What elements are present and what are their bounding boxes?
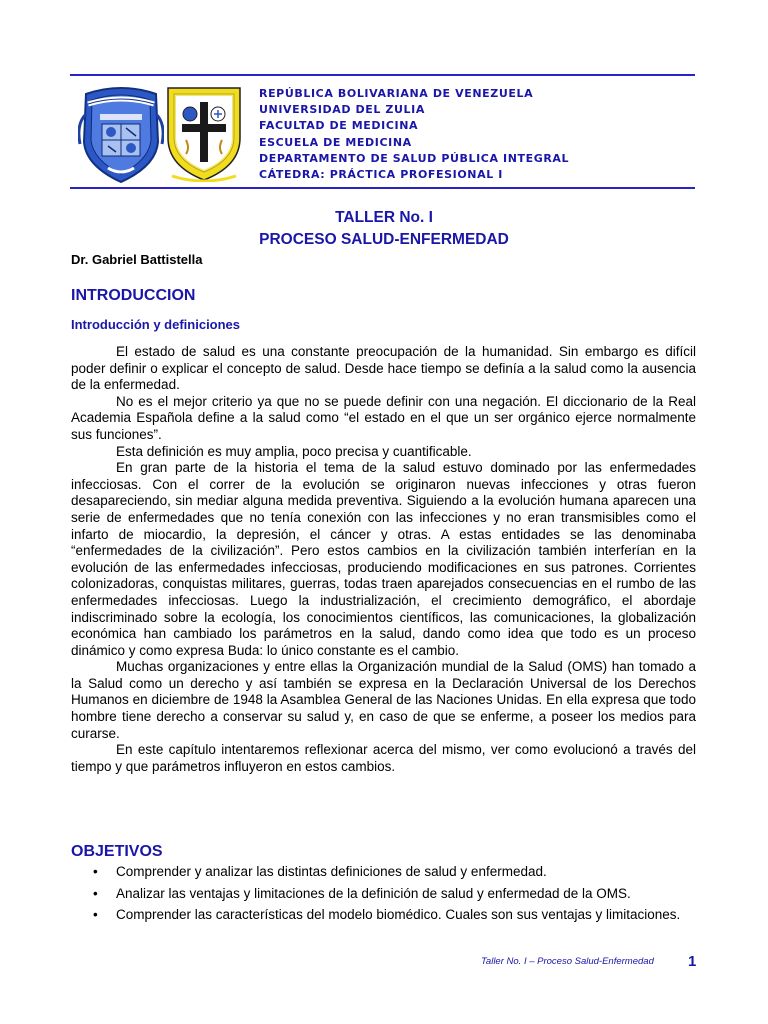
institution-line: FACULTAD DE MEDICINA <box>259 119 419 133</box>
objective-text: Analizar las ventajas y limitaciones de la definición de salud y enfermedad de la OMS. <box>116 885 631 901</box>
objective-text: Comprender y analizar las distintas definiciones de salud y enfermedad. <box>116 864 547 879</box>
institution-line: REPÚBLICA BOLIVARIANA DE VENEZUELA <box>259 87 534 100</box>
document-title: TALLER No. I <box>335 209 433 226</box>
introduction-body <box>71 344 696 775</box>
body-paragraph: En gran parte de la historia el tema de la salud estuvo dominado por las enfermedades infecciosas. Con el correr de la evolución se originaron nuevas infecciones y otras fueron desapareciendo, sin mediar alguna medida preventiva. Siguiendo a la evolución humana aparecen una serie de enfermedades que no tenía conexión con las infecciones y no eran transmisibles como el infarto de miocardio, la depresión, el cáncer y otras. A estas entidades se las denominaba “enfermedades de la civilización”. Pero estos cambios en la civilización también interferían en la evolución de las enfermedades infecciosas, produciendo modificaciones en sus patrones. Corrientes colonizadoras, conquistas militares, guerras, todas traen aparejados consecuencias en el rumbo de las enfermedades infecciosas. Luego la industrialización, el crecimiento demográfico, el abordaje indiscriminado sobre la ecología, los conocimientos científicos, las comunicaciones, la globalización económica han cambiado los parámetros en la salud, dando como idea que todo es un proceso dinámico y como expresa Buda: lo único constante es el cambio. <box>71 460 696 658</box>
list-item <box>71 864 696 881</box>
objective-text: Comprender las características del modelo biomédico. Cuales son sus ventajas y limitaciones. <box>116 907 681 923</box>
body-paragraph: No es el mejor criterio ya que no se puede definir con una negación. El diccionario de la Real Academia Española define a la salud como “el estado en el que un ser orgánico ejerce normalmente sus funciones”. <box>71 393 696 442</box>
bullet-icon: • <box>93 907 98 923</box>
list-item <box>71 886 696 903</box>
institution-line: DEPARTAMENTO DE SALUD PÚBLICA INTEGRAL <box>259 151 570 165</box>
footer-running-title: Taller No. I – Proceso Salud-Enfermedad <box>481 956 654 967</box>
section-heading-introduccion: INTRODUCCION <box>71 287 196 304</box>
header-bottom-rule <box>70 187 695 189</box>
header-top-rule <box>70 74 695 76</box>
institution-line: CÁTEDRA: PRÁCTICA PROFESIONAL I <box>259 168 503 182</box>
body-paragraph: En este capítulo intentaremos reflexionar acerca del mismo, ver como evolucionó a través del tiempo y que parámetros influyeron en estos cambios. <box>71 742 696 774</box>
bullet-icon: • <box>93 864 98 879</box>
institution-line: UNIVERSIDAD DEL ZULIA <box>259 103 425 117</box>
body-paragraph: Muchas organizaciones y entre ellas la Organización mundial de la Salud (OMS) han tomado a la Salud como un derecho y así también se expresa en la Declaración Universal de los Derechos Humanos en diciembre de 1948 la Asamblea General de las Naciones Unidas. En ella expresa que todo hombre tiene derecho a conservar su salud y, en caso de que se enferme, a poseer los medios para curarse. <box>71 659 696 741</box>
bullet-icon: • <box>93 885 98 901</box>
luz-crest-logo <box>78 84 164 184</box>
document-subtitle: PROCESO SALUD-ENFERMEDAD <box>259 231 509 248</box>
header-logos <box>78 82 244 182</box>
body-paragraph: Esta definición es muy amplia, poco precisa y cuantificable. <box>116 443 472 459</box>
subsection-heading: Introducción y definiciones <box>71 317 241 332</box>
institution-line: ESCUELA DE MEDICINA <box>259 135 412 149</box>
section-heading-objetivos: OBJETIVOS <box>71 843 163 860</box>
objectives-list <box>71 864 696 929</box>
institution-header <box>259 86 569 183</box>
list-item <box>71 907 696 924</box>
body-paragraph: El estado de salud es una constante preocupación de la humanidad. Sin embargo es difícil poder definir o explicar el concepto de salud. Desde hace tiempo se definía a la salud como la ausencia de la enfermedad. <box>71 344 696 393</box>
page-number: 1 <box>688 953 697 970</box>
author-name: Dr. Gabriel Battistella <box>71 252 203 267</box>
medicine-faculty-seal-logo <box>164 82 244 182</box>
